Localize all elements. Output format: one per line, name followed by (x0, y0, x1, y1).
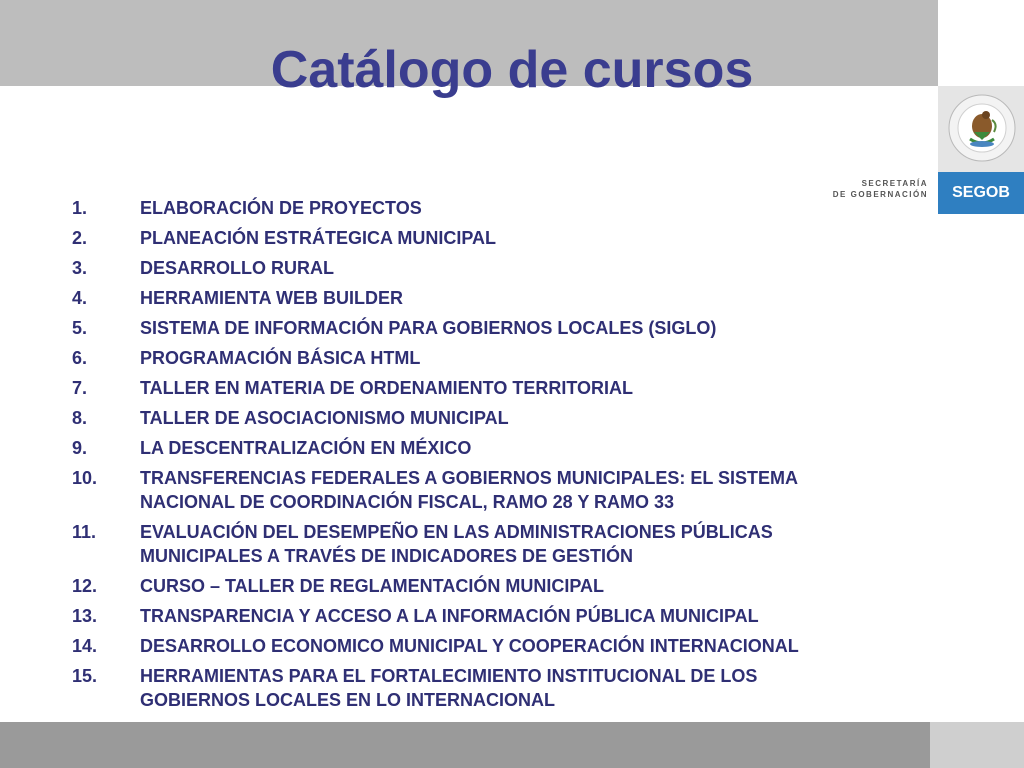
course-number: 7. (72, 378, 88, 398)
course-item (72, 520, 872, 568)
course-number: 2. (72, 228, 88, 248)
bottom-corner (930, 722, 1024, 768)
course-item (72, 346, 872, 370)
course-item (72, 256, 872, 280)
course-number: 12. (72, 576, 98, 596)
course-item (72, 604, 872, 628)
course-item (72, 406, 872, 430)
segob-logo: SEGOB (938, 172, 1024, 214)
course-title: CURSO – TALLER DE REGLAMENTACIÓN MUNICIPAL (140, 576, 604, 596)
course-item (72, 316, 872, 340)
course-title: DESARROLLO ECONOMICO MUNICIPAL Y COOPERACIÓN INTERNACIONAL (140, 636, 799, 656)
course-item (72, 376, 872, 400)
course-title: TALLER EN MATERIA DE ORDENAMIENTO TERRITORIAL (140, 378, 633, 398)
course-title: PLANEACIÓN ESTRÁTEGICA MUNICIPAL (140, 228, 497, 248)
secretaria-line-2: DE GOBERNACIÓN (832, 190, 928, 199)
course-item (72, 436, 872, 460)
course-number: 3. (72, 258, 88, 278)
course-title: HERRAMIENTAS PARA EL FORTALECIMIENTO INSTITUCIONAL DE LOS GOBIERNOS LOCALES EN LO INTERNACIONAL (140, 666, 758, 710)
course-number: 11. (72, 522, 97, 542)
course-title: DESARROLLO RURAL (140, 258, 334, 278)
course-item (72, 574, 872, 598)
course-number: 1. (72, 198, 88, 218)
course-number: 5. (72, 318, 88, 338)
course-number: 14. (72, 636, 98, 656)
course-item (72, 226, 872, 250)
course-title: SISTEMA DE INFORMACIÓN PARA GOBIERNOS LOCALES (SIGLO) (140, 318, 717, 338)
course-list (72, 196, 872, 718)
course-item (72, 196, 872, 220)
course-number: 10. (72, 468, 98, 488)
course-title: PROGRAMACIÓN BÁSICA HTML (140, 348, 421, 368)
mexico-seal-icon (946, 92, 1018, 164)
slide-title: Catálogo de cursos (270, 41, 754, 99)
course-item (72, 634, 872, 658)
secretaria-line-1: SECRETARÍA (861, 179, 928, 188)
course-title: HERRAMIENTA WEB BUILDER (140, 288, 403, 308)
course-item (72, 466, 872, 514)
course-title: ELABORACIÓN DE PROYECTOS (140, 198, 422, 218)
course-title: TRANSPARENCIA Y ACCESO A LA INFORMACIÓN PÚBLICA MUNICIPAL (140, 606, 759, 626)
course-item (72, 664, 872, 712)
course-item (72, 286, 872, 310)
course-title: LA DESCENTRALIZACIÓN EN MÉXICO (140, 438, 472, 458)
course-title: TRANSFERENCIAS FEDERALES A GOBIERNOS MUNICIPALES: EL SISTEMA NACIONAL DE COORDINACIÓN FISCAL, RAMO 28 Y RAMO 33 (140, 468, 798, 512)
course-number: 15. (72, 666, 98, 686)
course-number: 13. (72, 606, 98, 626)
course-number: 6. (72, 348, 88, 368)
course-number: 4. (72, 288, 88, 308)
course-number: 9. (72, 438, 88, 458)
course-title: TALLER DE ASOCIACIONISMO MUNICIPAL (140, 408, 509, 428)
course-title: EVALUACIÓN DEL DESEMPEÑO EN LAS ADMINISTRACIONES PÚBLICAS MUNICIPALES A TRAVÉS DE INDICADORES DE GESTIÓN (140, 522, 773, 566)
bottom-band (0, 722, 930, 768)
course-number: 8. (72, 408, 88, 428)
